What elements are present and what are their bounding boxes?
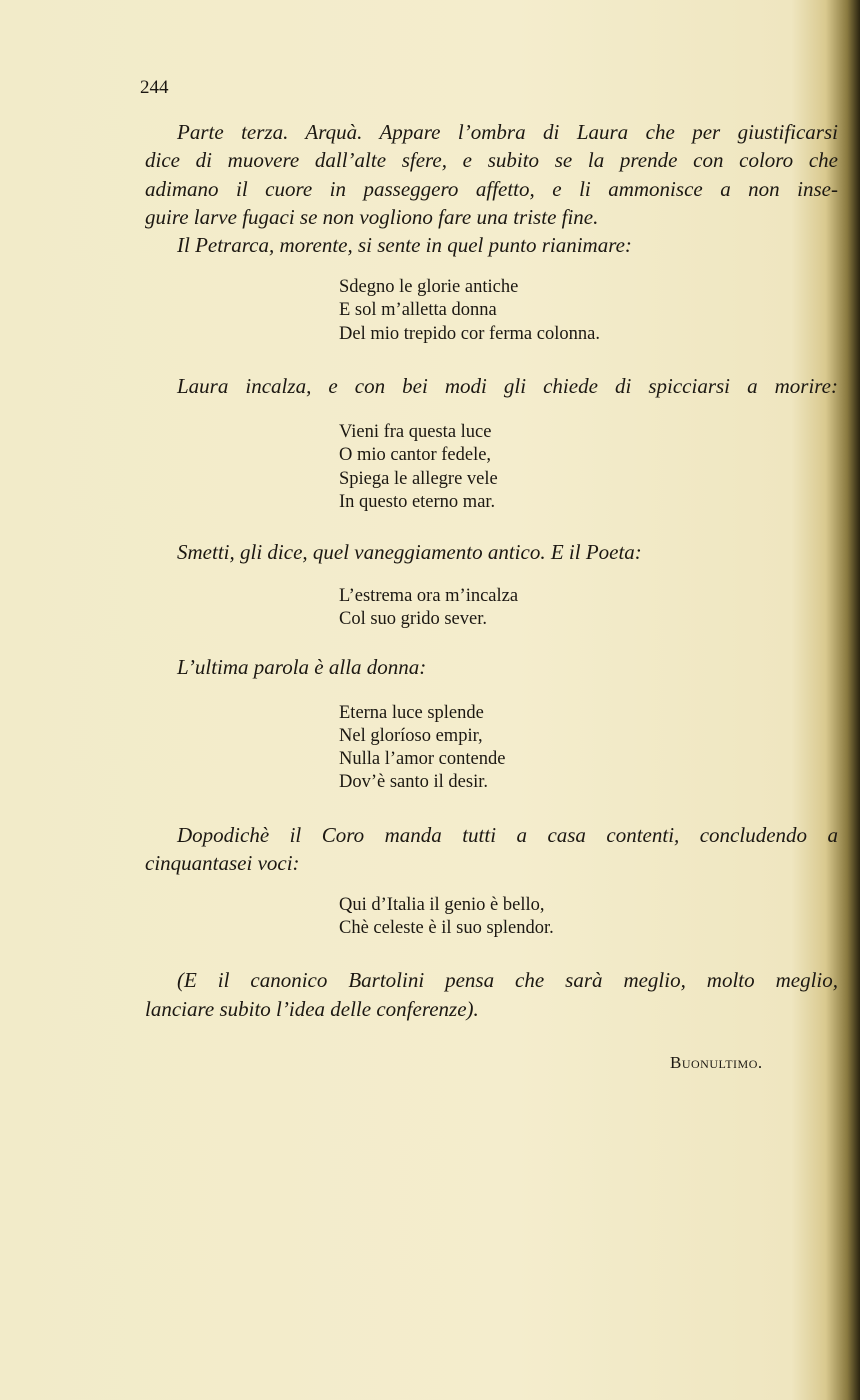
verse-line: Del mio trepido cor ferma colonna. [339, 324, 600, 344]
author-signature: Buonultimo. [670, 1053, 763, 1072]
verse-line: Vieni fra questa luce [339, 422, 492, 442]
text-line: Laura incalza, e con bei modi gli chiede di spicciarsi a morire: [177, 374, 838, 398]
text-line: dice di muovere dall’alte sfere, e subito se la prende con coloro che [145, 148, 838, 172]
verse-line: Col suo grido sever. [339, 609, 487, 629]
text-line: Smetti, gli dice, quel vaneggiamento antico. E il Poeta: [177, 540, 642, 564]
text-line: cinquantasei voci: [145, 851, 300, 875]
verse-line: Chè celeste è il suo splendor. [339, 918, 554, 938]
text-line: guire larve fugaci se non vogliono fare una triste fine. [145, 205, 599, 229]
verse-line: In questo eterno mar. [339, 492, 496, 512]
verse-line: Sdegno le glorie antiche [339, 277, 519, 297]
verse-line: Eterna luce splende [339, 703, 484, 723]
text-line: Dopodichè il Coro manda tutti a casa contenti, concludendo a [177, 823, 838, 847]
text-line: L’ultima parola è alla donna: [177, 655, 427, 679]
verse-line: Dov’è santo il desir. [339, 772, 489, 792]
verse-line: E sol m’alletta donna [339, 300, 497, 320]
verse-line: O mio cantor fedele, [339, 445, 492, 465]
verse-line: Nulla l’amor contende [339, 749, 506, 769]
text-line: Parte terza. Arquà. Appare l’ombra di Laura che per giustificarsi [177, 120, 838, 144]
text-line: Il Petrarca, morente, si sente in quel punto rianimare: [177, 233, 632, 257]
text-line: lanciare subito l’idea delle conferenze). [145, 997, 479, 1021]
text-line: (E il canonico Bartolini pensa che sarà meglio, molto meglio, [177, 968, 838, 992]
verse-line: L’estrema ora m’incalza [339, 586, 519, 606]
verse-line: Spiega le allegre vele [339, 469, 498, 489]
text-line: adimano il cuore in passeggero affetto, e li ammonisce a non inse- [145, 177, 838, 201]
verse-line: Nel gloríoso empir, [339, 726, 483, 746]
verse-line: Qui d’Italia il genio è bello, [339, 895, 545, 915]
page-number: 244 [140, 77, 169, 98]
